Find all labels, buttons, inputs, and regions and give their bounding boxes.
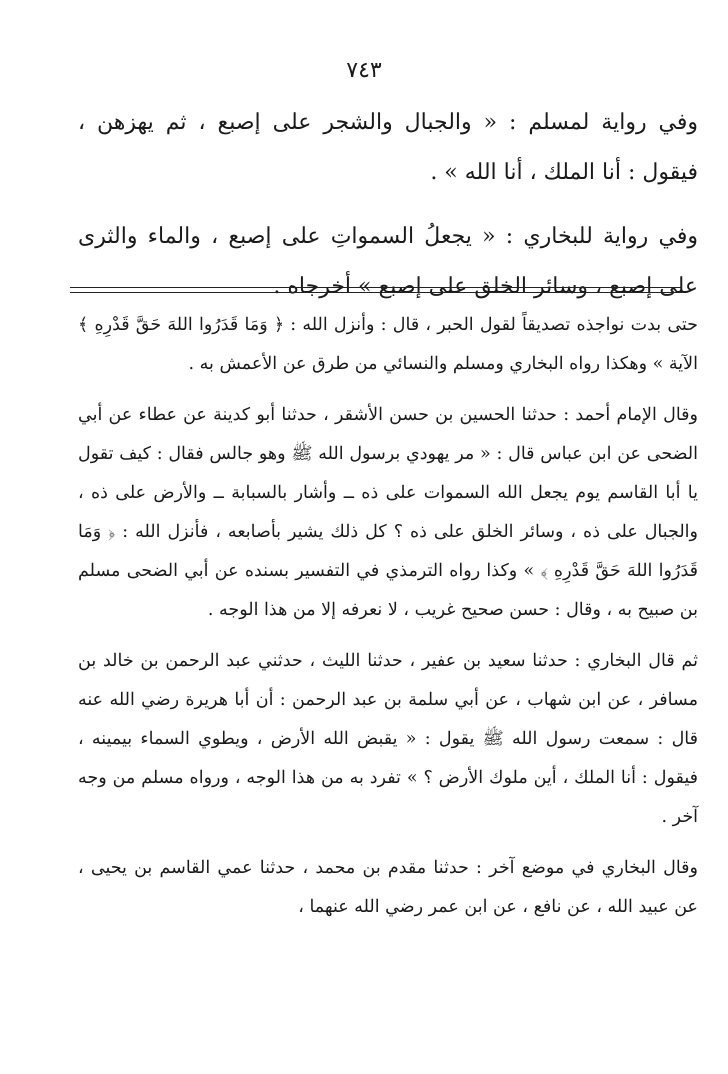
footnote-separator-top [70,287,682,288]
footnote-separator-bottom [70,292,682,293]
main-paragraph: وفي رواية لمسلم : « والجبال والشجر على إصبع ، ثم يهزهن ، فيقول : أنا الملك ، أنا الله » . [78,110,698,185]
page-number: ٧٤٣ [346,58,382,83]
footnote-paragraph: حتى بدت نواجذه تصديقاً لقول الحبر ، قال : وأنزل الله : ﴿ وَمَا قَدَرُوا اللهَ حَقَّ قَدْرِهِ ﴾ الآية » وهكذا رواه البخاري ومسلم والنسائي من طرق عن الأعمش به . [78,315,698,374]
footnote-text [78,306,698,927]
footnote-paragraph: وقال الإمام أحمد : حدثنا الحسين بن حسن الأشقر ، حدثنا أبو كدينة عن عطاء عن أبي الضحى عن ابن عباس قال : « مر يهودي برسول الله ﷺ وهو جالس فقال : كيف تقول يا أبا القاسم يوم يجعل الله السموات على ذه ــ وأشار بالسبابة ــ والأرض على ذه ، والجبال على ذه ، وسائر الخلق على ذه ؟ كل ذلك يشير بأصابعه ، فأنزل الله : ﴿ وَمَا قَدَرُوا اللهَ حَقَّ قَدْرِهِ ﴾ » وكذا رواه الترمذي في التفسير بسنده عن أبي الضحى مسلم بن صبيح به ، وقال : حسن صحيح غريب ، لا نعرفه إلا من هذا الوجه . [78,405,698,620]
main-text [78,98,698,312]
footnote-paragraph: وقال البخاري في موضع آخر : حدثنا مقدم بن محمد ، حدثنا عمي القاسم بن يحيى ، عن عبيد الله ، عن نافع ، عن ابن عمر رضي الله عنهما ، [78,858,698,917]
main-paragraph: وفي رواية للبخاري : « يجعلُ السمواتِ على إصبع ، والماء والثرى على إصبع ، وسائر الخلق على إصبع » أخرجاه . [78,224,698,299]
footnote-paragraph: ثم قال البخاري : حدثنا سعيد بن عفير ، حدثنا الليث ، حدثني عبد الرحمن بن خالد بن مسافر ، عن ابن شهاب ، عن أبي سلمة بن عبد الرحمن : أن أبا هريرة رضي الله عنه قال : سمعت رسول الله ﷺ يقول : « يقبض الله الأرض ، ويطوي السماء بيمينه ، فيقول : أنا الملك ، أين ملوك الأرض ؟ » تفرد به من هذا الوجه ، ورواه مسلم من وجه آخر . [78,651,698,827]
